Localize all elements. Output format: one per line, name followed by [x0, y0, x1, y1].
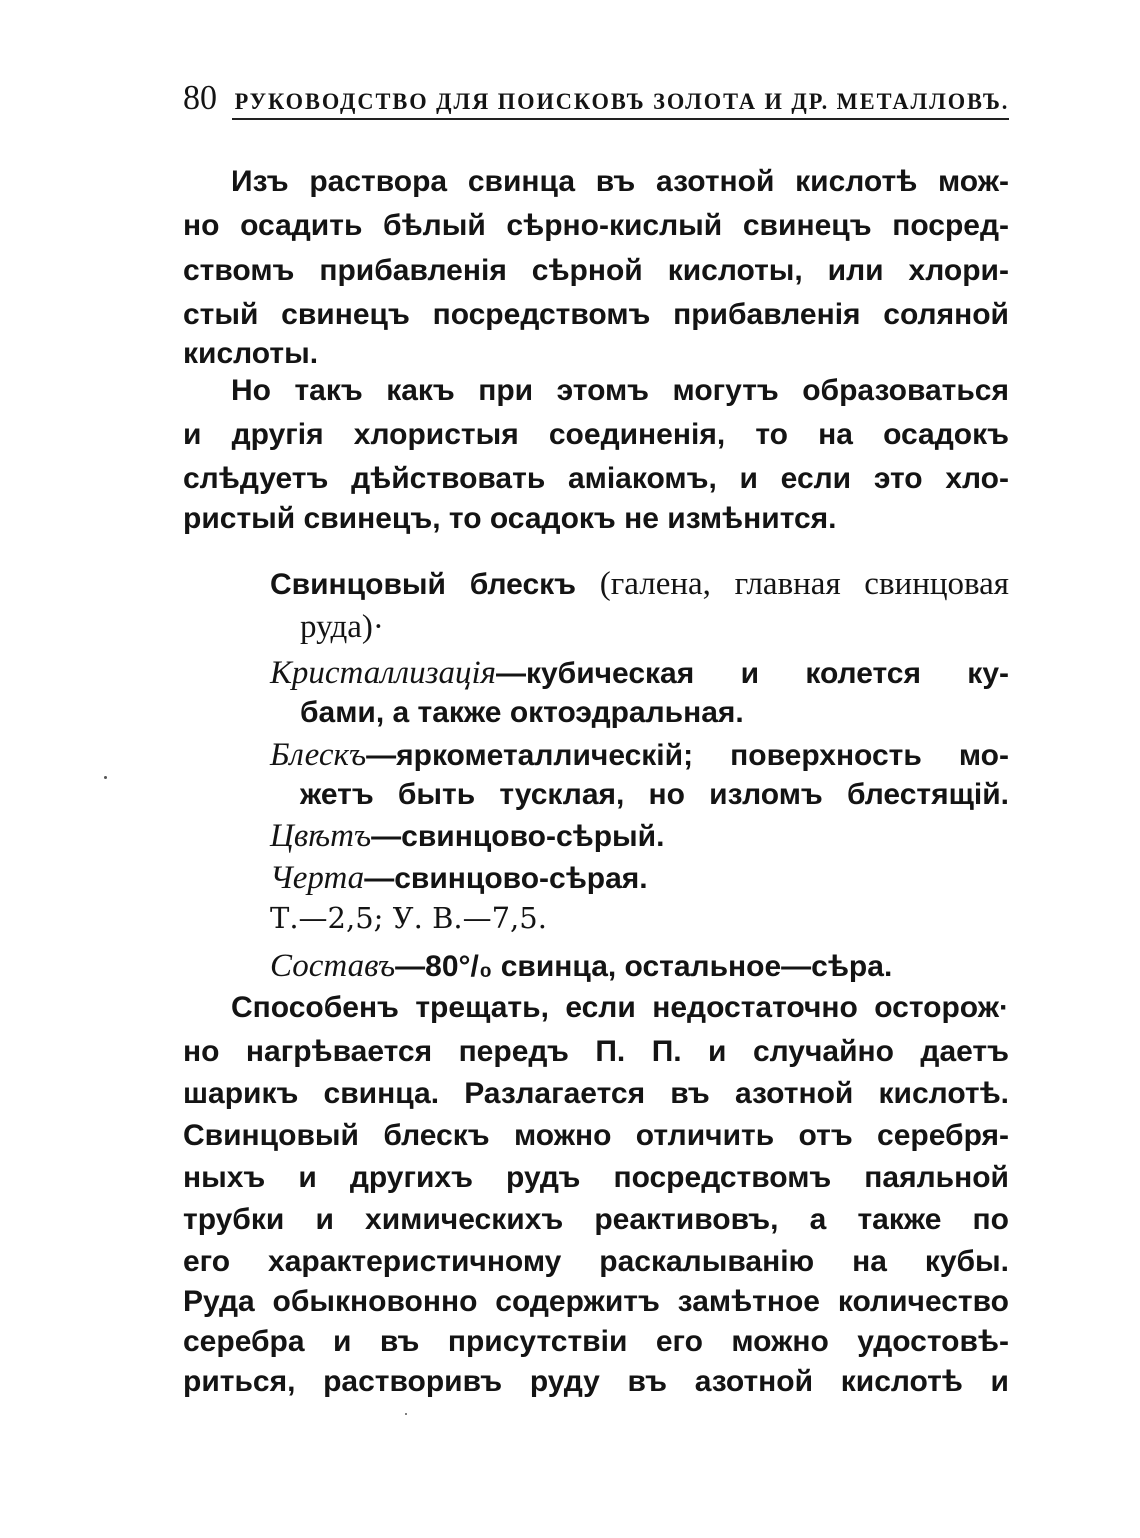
- paragraph-2-line: слѣдуетъ дѣйствовать аміакомъ, и если это хло-: [183, 462, 1009, 495]
- crystallization-cont: бами, а также октоэдральная.: [300, 696, 744, 729]
- color-text: —свинцово-сѣрый.: [371, 820, 665, 853]
- paragraph-3-line: Руда обыкновонно содержитъ замѣтное количество: [183, 1285, 1009, 1318]
- color-label: Цвѣтъ: [270, 818, 372, 854]
- paragraph-2-line: и другія хлористыя соединенія, то на осадокъ: [183, 418, 1009, 451]
- paragraph-3-line: серебра и въ присутствіи его можно удостовѣ-: [183, 1325, 1009, 1358]
- composition-label: Составъ: [270, 948, 396, 984]
- paragraph-2-line: Но такъ какъ при этомъ могутъ образоваться: [231, 374, 1009, 407]
- crystallization-label: Кристаллизація: [270, 655, 496, 691]
- paragraph-3-line: Свинцовый блескъ можно отличить отъ серебря-: [183, 1119, 1009, 1152]
- composition-line: [270, 945, 1009, 988]
- paragraph-1-line: ствомъ прибавленія сѣрной кислоты, или хлори-: [183, 254, 1009, 287]
- paragraph-1-line: Изъ раствора свинца въ азотной кислотѣ мож-: [231, 165, 1009, 198]
- luster-label: Блескъ: [270, 737, 367, 773]
- page-header: [183, 78, 1009, 118]
- page-number: 80: [183, 78, 218, 117]
- luster-text: —яркометаллическій; поверхность мо-: [366, 739, 1009, 772]
- streak-line: [270, 857, 1009, 900]
- luster-cont: жетъ быть тусклая, но изломъ блестящій.: [300, 778, 1009, 811]
- composition-text: —80°/₀ свинца, остальное—сѣра.: [395, 950, 893, 983]
- paragraph-3-line: трубки и химическихъ реактивовъ, а также по: [183, 1203, 1009, 1236]
- mineral-title-line: [270, 563, 1009, 606]
- streak-text: —свинцово-сѣрая.: [364, 862, 648, 895]
- paragraph-3-line: шарикъ свинца. Разлагается въ азотной кислотѣ.: [183, 1077, 1009, 1110]
- hardness-line: Т.—2,5; У. В.—7,5.: [270, 901, 547, 935]
- header-rule: [232, 118, 1009, 120]
- mineral-title-cont: руда)·: [300, 609, 384, 645]
- mineral-name-rest: (галена, главная свинцовая: [599, 566, 1009, 602]
- paragraph-3-line: риться, растворивъ руду въ азотной кислотѣ и: [183, 1365, 1009, 1398]
- crystallization-text: —кубическая и колется ку-: [495, 657, 1009, 690]
- paragraph-1-line: но осадить бѣлый сѣрно-кислый свинецъ посред-: [183, 209, 1009, 242]
- mineral-name: Свинцовый блескъ: [270, 568, 577, 601]
- color-line: [270, 815, 1009, 858]
- paragraph-3-line: ныхъ и другихъ рудъ посредствомъ паяльной: [183, 1161, 1009, 1194]
- paragraph-1-line: кислоты.: [183, 337, 319, 370]
- paragraph-3-line: его характеристичному раскалыванію на кубы.: [183, 1245, 1009, 1278]
- streak-label: Черта: [270, 860, 365, 896]
- scan-speck: [104, 776, 107, 779]
- luster-line: [270, 734, 1009, 777]
- paragraph-1-line: стый свинецъ посредствомъ прибавленія соляной: [183, 298, 1009, 331]
- paragraph-3-line: Способенъ трещать, если недостаточно осторож·: [231, 991, 1009, 1024]
- paragraph-2-line: ристый свинецъ, то осадокъ не измѣнится.: [183, 502, 837, 535]
- paragraph-3-line: но нагрѣвается передъ П. П. и случайно даетъ: [183, 1035, 1009, 1068]
- scan-speck: [405, 1413, 407, 1415]
- crystallization-line: [270, 652, 1009, 695]
- running-head: РУКОВОДСТВО ДЛЯ ПОИСКОВЪ ЗОЛОТА И ДР. МЕТАЛЛОВЪ.: [234, 89, 1010, 114]
